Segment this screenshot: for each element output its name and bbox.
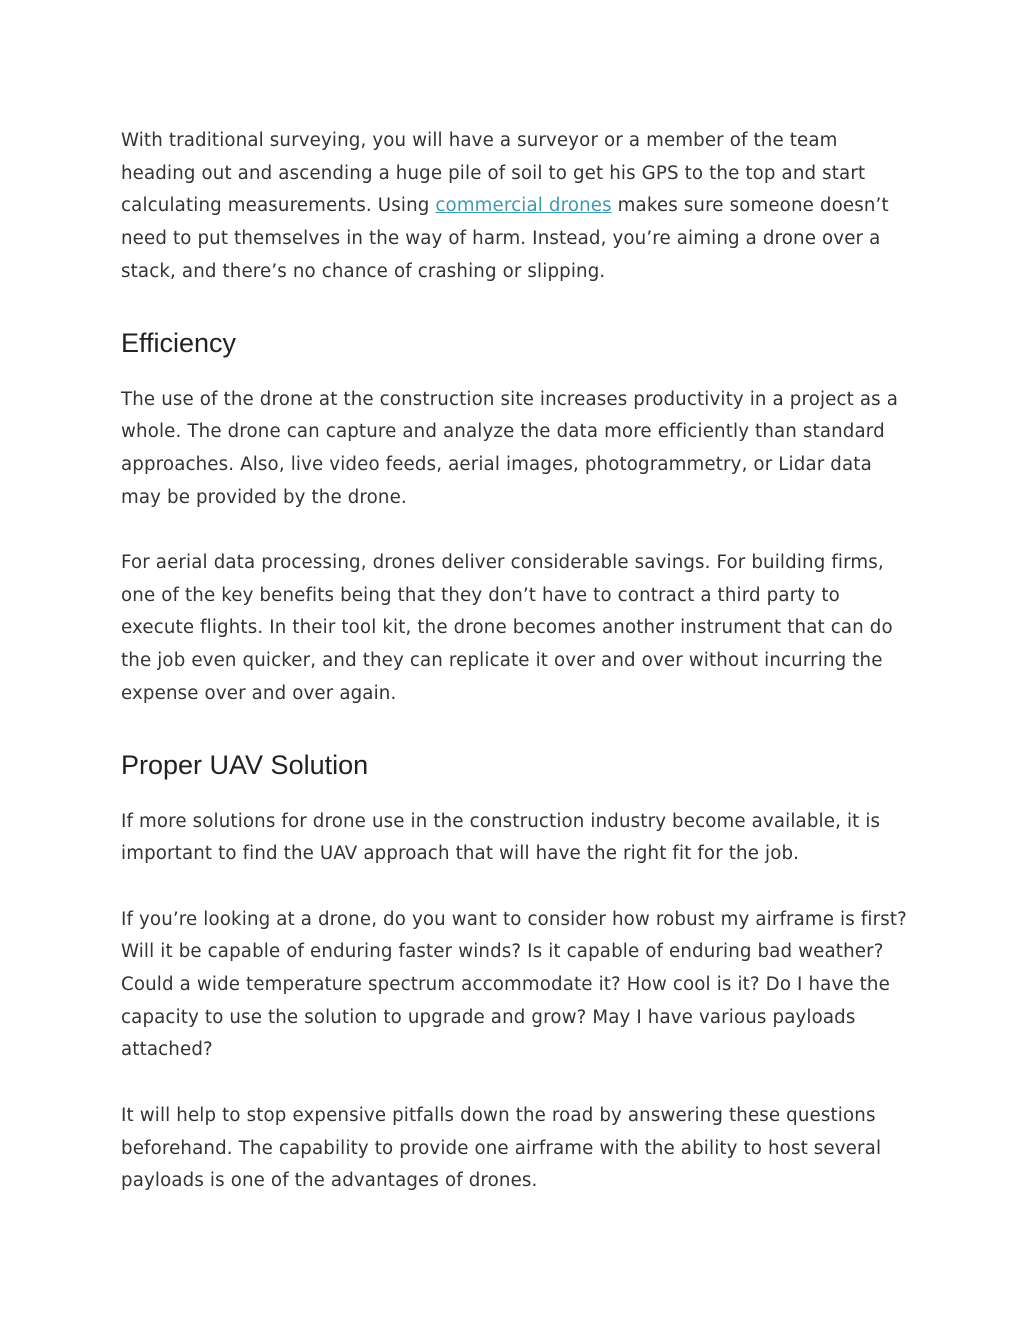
intro-text-before-link: With traditional surveying, you will have a surveyor or a member of the team heading out and ascending a huge pile of soil to get his GPS to the top and start calculating measurements. Using xyxy=(121,130,866,217)
uav-paragraph-2: If you’re looking at a drone, do you want to consider how robust my airframe is first? Will it be capable of enduring faster winds? Is it capable of enduring bad weather? Could a wide temperature spectrum accommodate it? How cool is it? Do I have the capacity to use the solution to upgrade and grow? May I have various payloads attached? xyxy=(121,908,907,1061)
intro-text-after-link: makes sure someone doesn’t need to put themselves in the way of harm. Instead, you’re aiming a drone over a stack, and there’s no chance of crashing or slipping. xyxy=(121,195,889,282)
efficiency-paragraph-1: The use of the drone at the construction site increases productivity in a project as a whole. The drone can capture and analyze the data more efficiently than standard approaches. Also, live video feeds, aerial images, photogrammetry, or Lidar data may be provided by the drone. xyxy=(121,388,899,508)
efficiency-heading: Efficiency xyxy=(121,327,237,358)
efficiency-paragraph-2: For aerial data processing, drones deliver considerable savings. For building firms, one of the key benefits being that they don’t have to contract a third party to execute flights. In their tool kit, the drone becomes another instrument that can do the job even quicker, and they can replicate it over and over without incurring the expense over and over again. xyxy=(121,552,893,704)
document-page xyxy=(121,125,911,1198)
uav-paragraph-1: If more solutions for drone use in the construction industry become available, it is important to find the UAV approach that will have the right fit for the job. xyxy=(121,810,881,865)
intro-paragraph xyxy=(121,125,911,289)
commercial-drones-link[interactable]: commercial drones xyxy=(435,195,612,217)
uav-paragraph-3: It will help to stop expensive pitfalls down the road by answering these questions beforehand. The capability to provide one airframe with the ability to host several payloads is one of the advantages of drones. xyxy=(121,1104,882,1192)
uav-solution-heading: Proper UAV Solution xyxy=(121,749,369,780)
